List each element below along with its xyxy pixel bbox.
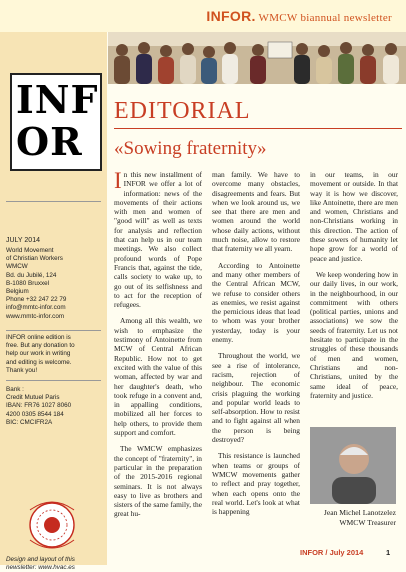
- paragraph: According to Antoinette and many other members of the Central African MCW, we refuse to consider others as enemies, we resist against the pernicious ideas that lead to whom was your brother yesterday, today is your enemy.: [212, 260, 300, 345]
- infor-logo: [10, 73, 102, 171]
- section-heading: [114, 92, 394, 126]
- sidebar: [0, 32, 107, 572]
- paragraph: The WMCW emphasizes the concept of "fraternity", in particular in the preparation of the 2015-2016 regional seminars. It is not always easy to live as brothers and sisters of the same family, the great hu-: [114, 444, 202, 519]
- masthead: [0, 0, 406, 32]
- article-title: «Sowing fraternity»: [114, 138, 267, 159]
- editorial-heading: EDITORIAL: [114, 98, 251, 124]
- author-name: Jean Michel Lanotzelez: [323, 508, 396, 517]
- divider: [6, 380, 101, 381]
- article-column-2: [212, 170, 300, 523]
- paragraph: Among all this wealth, we wish to emphasize the testimony of Antoinette from MCW of Central African Republic. How not to get excited with the value of this woman, affected by war and her daughter's death, who took refuge in a convent and, in appalling conditions, mobilized all her forces to help others, to provide them support and comfort.: [114, 316, 202, 438]
- wmcw-emblem-icon: [16, 494, 88, 554]
- logo-line-2: OR: [16, 119, 83, 164]
- issue-date: JULY 2014: [6, 237, 40, 244]
- paragraph: We keep wondering how in our daily lives, in our work, in the neighbourhood, in our commitment with others (political parties, unions and associations) we sow the seeds of fraternity. Let us not hesitate to participate in the struggles of these thousands of men and women, Christians and non-Christians, united by the same ideal of peace, fraternity and justice.: [310, 269, 398, 400]
- bank-details: Bank : Credit Mutuel Paris IBAN: FR76 1027 8060 4200 0305 8544 184 BIC: CMCIFR2A: [6, 386, 72, 426]
- paragraph: Throughout the world, we see a rise of intolerance, racism, rejection of neighbour. The economic crisis plaguing the working and popular world leads to self-absorption. How to resist and to fight against all when the person is being destroyed?: [212, 351, 300, 445]
- design-credit: Design and layout of this newsletter: www.hvac.es: [6, 556, 75, 572]
- newsletter-title: INFOR. WMCW biannual newsletter: [206, 8, 392, 24]
- paragraph: This resistance is launched when teams or groups of WMCW movements gather to reflect and pray together, when each opens onto the real world. Let's look at what is happening: [212, 451, 300, 517]
- heading-rule: [114, 128, 402, 129]
- logo-line-1: INF: [16, 77, 99, 122]
- article-column-3: [310, 170, 398, 407]
- author-role: WMCW Treasurer: [339, 518, 396, 527]
- divider: [6, 201, 101, 202]
- article-column-1: [114, 170, 202, 526]
- divider: [6, 330, 101, 331]
- page-number: 1: [386, 548, 391, 557]
- footer-issue: INFOR / July 2014: [300, 548, 364, 557]
- paragraph: In this new installment of INFOR we offer a lot of information: news of the movements of their actions with men and women of "good will" as well as texts for analysis and reflection that can help us in our team meetings. We also collect profound words of Pope Francis that, against the tide, calls society to wake up, to go out of its selfishness and to act for the reception of refugees.: [114, 168, 202, 310]
- donation-notice: INFOR online edition is free. But any donation to help our work in writing and editing is welcome. Thank you!: [6, 334, 75, 374]
- drop-cap: I: [114, 168, 122, 193]
- address-block: World Movement of Christian Workers WMCW Bd. du Jubilé, 124 B-1080 Bruxxel Belgium Phone +32 247 22 79 info@mmtc-infor.com www.mmtc-infor.com: [6, 247, 67, 320]
- paragraph: in our teams, in our movement or outside. In that way it is how we discover, like Antoinette, there are men and women, Christians and non-Christians working in this direction. The action of these sowers of humanity let hope grow for a world of peace and justice.: [310, 170, 398, 263]
- author-portrait: [310, 427, 396, 504]
- paragraph: man family. We have to overcome many obstacles, disagreements and fears. But when we look around us, we see that there are men and women around the world whose daily actions, without much noise, allow to restore that fraternity we all yearn.: [212, 170, 300, 254]
- group-photo: [108, 32, 406, 84]
